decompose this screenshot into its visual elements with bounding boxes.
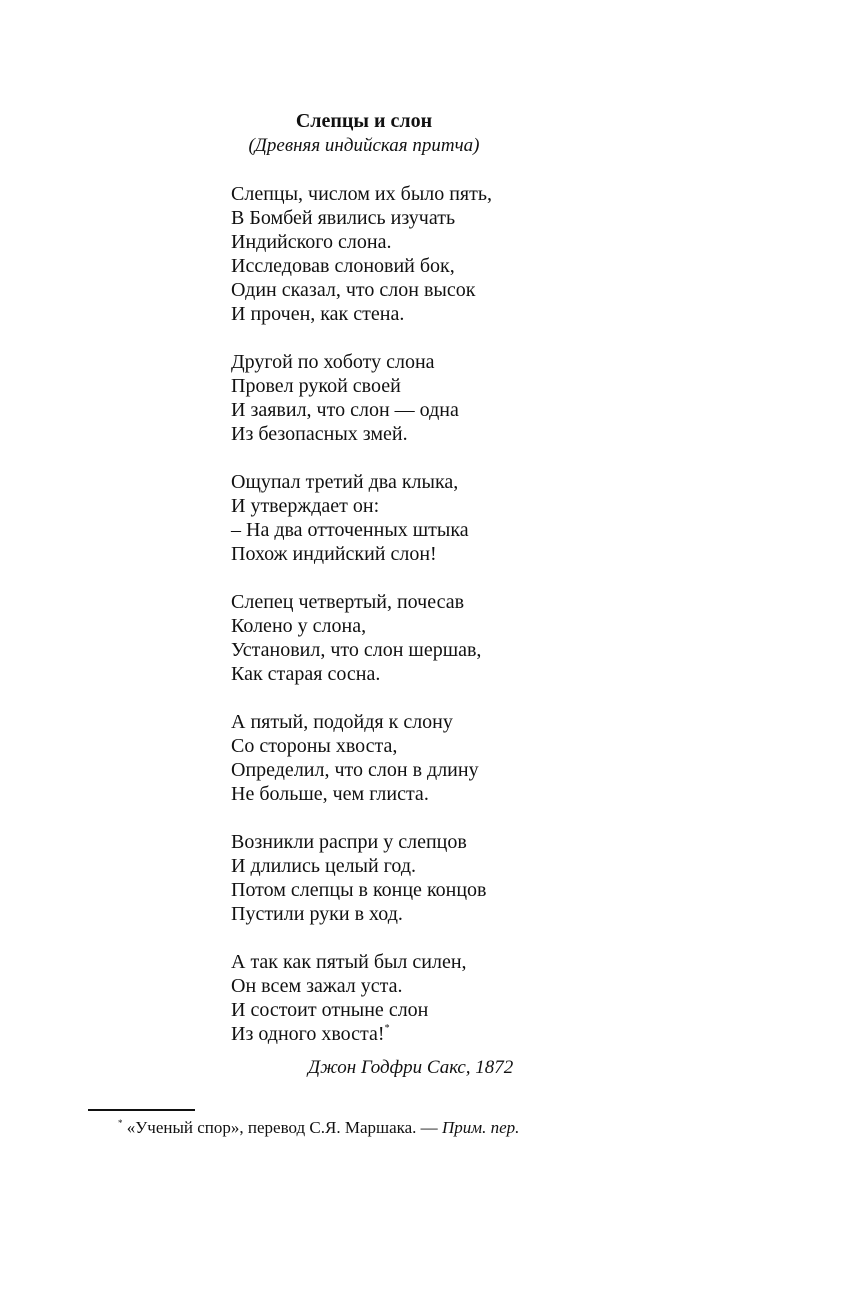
poem-line-text: И длились целый год. <box>231 855 416 877</box>
poem-line-text: И прочен, как стена. <box>231 303 405 325</box>
poem-stanza <box>231 590 691 686</box>
poem-line <box>231 542 691 566</box>
poem-line-text: И утверждает он: <box>231 495 380 517</box>
poem-line <box>231 614 691 638</box>
poem-line <box>231 782 691 806</box>
poem-line-text: – На два отточенных штыка <box>231 519 469 541</box>
footnote-marker: * <box>118 1118 123 1128</box>
poem-line-text: Возникли распри у слепцов <box>231 831 467 853</box>
poem-line <box>231 182 691 206</box>
poem-line <box>231 374 691 398</box>
poem-line <box>231 1022 691 1046</box>
poem-line-text: А пятый, подойдя к слону <box>231 711 453 733</box>
poem-line <box>231 758 691 782</box>
poem-line <box>231 734 691 758</box>
poem-line-text: Колено у слона, <box>231 615 367 637</box>
poem-line <box>231 710 691 734</box>
poem-line-text: Из одного хвоста! <box>231 1023 385 1045</box>
poem-line <box>231 902 691 926</box>
poem-line <box>231 878 691 902</box>
poem-line <box>231 494 691 518</box>
poem-line-text: Слепец четвертый, почесав <box>231 591 465 613</box>
footnote-reference-marker: * <box>384 1023 390 1034</box>
poem-line-text: В Бомбей явились изучать <box>231 207 456 229</box>
poem-line <box>231 470 691 494</box>
poem-author-attribution: Джон Годфри Сакс, 1872 <box>308 1057 514 1078</box>
poem-subtitle: (Древняя индийская притча) <box>248 135 480 156</box>
poem-line-text: Из безопасных змей. <box>231 423 408 445</box>
poem-line-text: А так как пятый был силен, <box>231 951 467 973</box>
footnote-divider <box>88 1109 195 1111</box>
poem-line <box>231 422 691 446</box>
poem-line-text: Определил, что слон в длину <box>231 759 479 781</box>
poem-line-text: Ощупал третий два клыка, <box>231 471 459 493</box>
poem-line <box>231 350 691 374</box>
poem-line <box>231 950 691 974</box>
footnote-text: «Ученый спор», перевод С.Я. Маршака. — <box>126 1118 442 1137</box>
poem-line-text: Он всем зажал уста. <box>231 975 403 997</box>
poem-title: Слепцы и слон <box>295 110 433 132</box>
poem-stanza <box>231 830 691 926</box>
poem-line <box>231 854 691 878</box>
poem-line-text: Потом слепцы в конце концов <box>231 879 487 901</box>
poem-line <box>231 206 691 230</box>
poem-line-text: И заявил, что слон — одна <box>231 399 459 421</box>
poem-stanza <box>231 710 691 806</box>
poem-line-text: Провел рукой своей <box>231 375 401 397</box>
poem-line-text: Слепцы, числом их было пять, <box>231 183 492 205</box>
poem-line-text: Другой по хоботу слона <box>231 351 435 373</box>
poem-line-text: Исследовав слоновий бок, <box>231 255 455 277</box>
poem-line <box>231 254 691 278</box>
poem-line-text: Похож индийский слон! <box>231 543 437 565</box>
poem-stanza <box>231 350 691 446</box>
poem-line <box>231 518 691 542</box>
poem-line <box>231 398 691 422</box>
poem-body <box>231 182 691 1070</box>
poem-stanza <box>231 950 691 1046</box>
poem-line-text: Не больше, чем глиста. <box>231 783 429 805</box>
poem-line-text: Индийского слона. <box>231 231 392 253</box>
poem-line <box>231 830 691 854</box>
poem-line-text: Со стороны хвоста, <box>231 735 398 757</box>
footnote-note-label: Прим. пер. <box>441 1118 520 1137</box>
poem-line <box>231 230 691 254</box>
poem-line <box>231 590 691 614</box>
footnote <box>118 1117 519 1139</box>
poem-line-text: Установил, что слон шершав, <box>231 639 482 661</box>
poem-line <box>231 302 691 326</box>
poem-line <box>231 974 691 998</box>
poem-line <box>231 998 691 1022</box>
poem-line <box>231 638 691 662</box>
poem-line-text: И состоит отныне слон <box>231 999 429 1021</box>
poem-line <box>231 662 691 686</box>
poem-stanza <box>231 182 691 326</box>
poem-line <box>231 278 691 302</box>
poem-line-text: Один сказал, что слон высок <box>231 279 476 301</box>
poem-line-text: Как старая сосна. <box>231 663 381 685</box>
poem-line-text: Пустили руки в ход. <box>231 903 403 925</box>
poem-stanza <box>231 470 691 566</box>
